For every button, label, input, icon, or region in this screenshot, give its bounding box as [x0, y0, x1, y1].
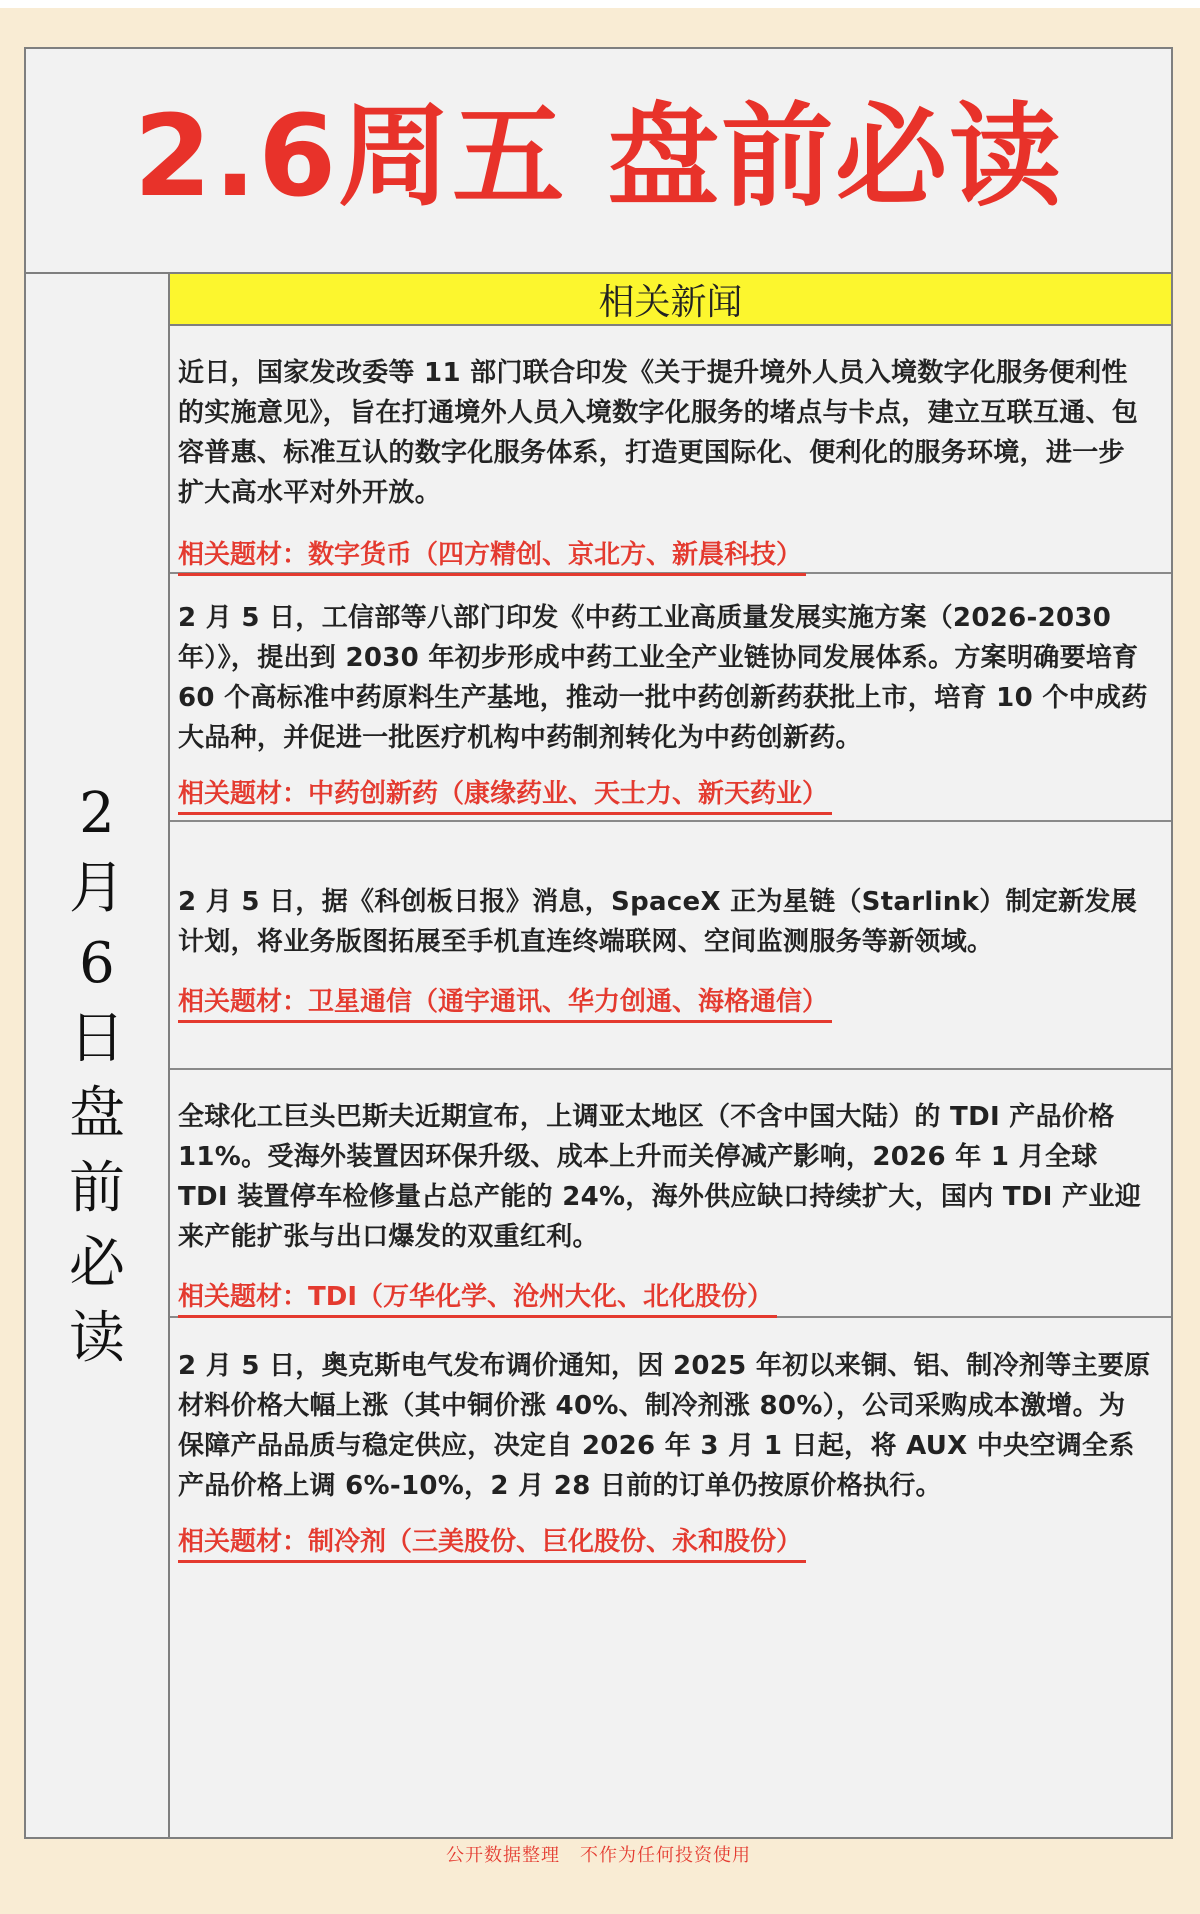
title-row — [26, 49, 1171, 274]
news-item-4 — [170, 1070, 1171, 1318]
related-topic: 相关题材：中药创新药（康缘药业、天士力、新天药业） — [178, 776, 832, 815]
news-text: 近日，国家发改委等 11 部门联合印发《关于提升境外人员入境数字化服务便利性的实施意见》，旨在打通境外人员入境数字化服务的堵点与卡点，建立互联互通、包容普惠、标准互认的数字化服务体系，打造更国际化、便利化的服务环境，进一步扩大高水平对外开放。 — [178, 358, 1139, 508]
news-column — [170, 274, 1171, 1837]
top-strip — [0, 0, 1200, 8]
related-topic: 相关题材：制冷剂（三美股份、巨化股份、永和股份） — [178, 1524, 806, 1563]
bulletin-card — [24, 47, 1173, 1839]
related-topic: 相关题材：TDI（万华化学、沧州大化、北化股份） — [178, 1279, 777, 1318]
news-header: 相关新闻 — [170, 274, 1171, 326]
news-text: 2 月 5 日，奥克斯电气发布调价通知，因 2025 年初以来铜、铝、制冷剂等主要原材料价格大幅上涨（其中铜价涨 40%、制冷剂涨 80%），公司采购成本激增。为保障产品品质与稳定供应，决定自 2026 年 3 月 1 日起，将 AUX 中央空调全系产品价格上调 6%-10%，2 月 28 日前的订单仍按原价格执行。 — [178, 1351, 1151, 1501]
related-topic: 相关题材：卫星通信（通宇通讯、华力创通、海格通信） — [178, 984, 832, 1023]
disclaimer-footer — [24, 1839, 1173, 1869]
footer-disclaimer: 不作为任何投资使用 — [580, 1845, 751, 1866]
news-item-1 — [170, 326, 1171, 574]
news-item-3 — [170, 822, 1171, 1070]
news-text: 全球化工巨头巴斯夫近期宣布，上调亚太地区（不含中国大陆）的 TDI 产品价格 11%。受海外装置因环保升级、成本上升而关停减产影响，2026 年 1 月全球 TDI 装置停车检修量占总产能的 24%，海外供应缺口持续扩大，国内 TDI 产业迎来产能扩张与出口爆发的双重红利。 — [178, 1102, 1142, 1252]
related-topic: 相关题材：数字货币（四方精创、京北方、新晨科技） — [178, 537, 806, 576]
news-item-5 — [170, 1318, 1171, 1585]
news-item-2 — [170, 574, 1171, 822]
page-title: 2.6周五 盘前必读 — [133, 91, 1064, 222]
side-date-label: 2月6日盘前必读 — [69, 780, 125, 1371]
news-text: 2 月 5 日，据《科创板日报》消息，SpaceX 正为星链（Starlink）制定新发展计划，将业务版图拓展至手机直连终端联网、空间监测服务等新领域。 — [178, 887, 1138, 957]
footer-source: 公开数据整理 — [446, 1845, 560, 1866]
news-text: 2 月 5 日，工信部等八部门印发《中药工业高质量发展实施方案（2026-2030 年）》，提出到 2030 年初步形成中药工业全产业链协同发展体系。方案明确要培育 60 个高标准中药原料生产基地，推动一批中药创新药获批上市，培育 10 个中成药大品种，并促进一批医疗机构中药制剂转化为中药创新药。 — [178, 603, 1148, 753]
side-column — [26, 274, 170, 1837]
